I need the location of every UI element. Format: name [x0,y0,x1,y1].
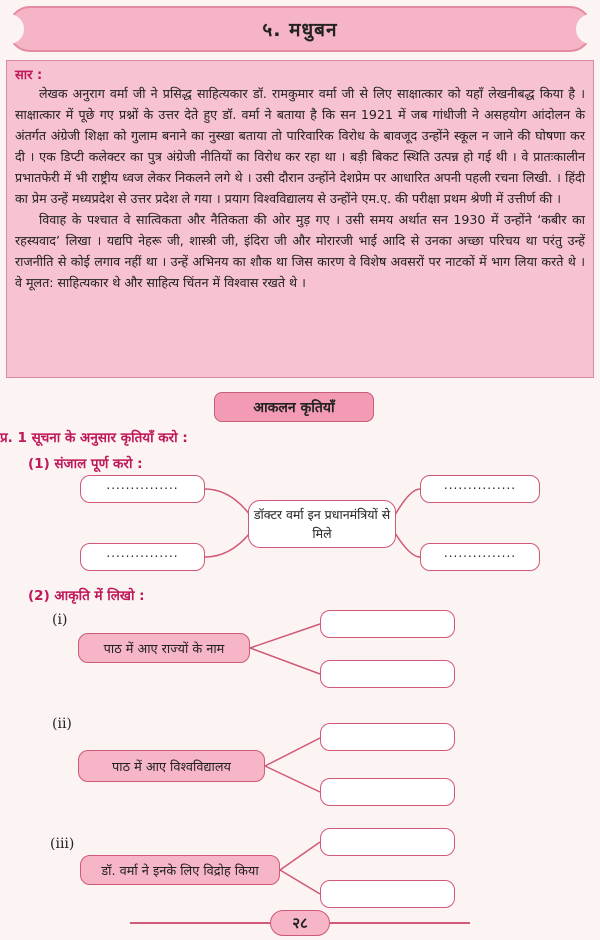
page-number: २८ [270,910,330,936]
web-answer-box-3[interactable] [420,475,540,503]
item-label-box-2: पाठ में आए विश्वविद्यालय [78,750,265,782]
question-heading: प्र. 1 सूचना के अनुसार कृतियाँ करो : [0,430,188,446]
item1-answer-box-1[interactable] [320,610,455,638]
item2-answer-box-2[interactable] [320,778,455,806]
web-answer-box-4[interactable] [420,543,540,571]
item2-answer-box-1[interactable] [320,723,455,751]
part2-heading: (2) आकृति में लिखो : [28,588,145,604]
footer-divider-right [330,922,470,924]
chapter-title-banner [8,6,592,52]
item-numeral-1: (i) [52,612,68,628]
web-center-box: डॉक्टर वर्मा इन प्रधानमंत्रियों से मिले [248,500,396,548]
answer-placeholder: ............... [443,546,517,560]
chapter-title: ५. मधुबन [262,19,338,41]
item-label-box-3: डॉ. वर्मा ने इनके लिए विद्रोह किया [80,855,280,885]
answer-placeholder: ............... [106,546,179,560]
item3-answer-box-1[interactable] [320,828,455,856]
answer-placeholder: ............... [106,478,179,492]
web-answer-box-1[interactable] [80,475,205,503]
item-numeral-2: (ii) [52,716,72,732]
footer-divider-left [130,922,270,924]
summary-paragraph-2: विवाह के पश्चात वे सात्विकता और नैतिकता की ओर मुड़ गए । उसी समय अर्थात सन 1930 में उन्होंने ‘कबीर का रहस्यवाद’ लिखा । यद्यपि नेहरू जी, शास्त्री जी, इंदिरा जी और मोरारजी भाई आदि से उनका अच्छा परिचय था परंतु उन्हें राजनीति से कोई लगाव नहीं था । उन्हें अभिनय का शौक था जिस कारण वे विशेष अवसरों पर नाटकों में भाग लिया करते थे । वे मूलत: साहित्यकार थे और साहित्य चिंतन में विश्वास रखते थे । [15,212,585,290]
item-numeral-3: (iii) [50,836,75,852]
summary-paragraph-1: लेखक अनुराग वर्मा जी ने प्रसिद्ध साहित्यकार डॉ. रामकुमार वर्मा जी से लिए साक्षात्कार को यहाँ लेखनीबद्ध किया है । साक्षात्कार में पूछे गए प्रश्नों के उत्तर देते हुए डॉ. वर्मा ने बताया है कि सन 1921 में जब गांधीजी ने असहयोग आंदोलन के अंतर्गत अंग्रेजी शिक्षा को गुलाम बनाने का नुस्खा बताया तो पारिवारिक विरोध के बावजूद उन्होंने स्कूल न जाने की घोषणा कर दी । एक डिप्टी कलेक्टर का पुत्र अंग्रेजी नीतियों का विरोध कर रहा था । बड़ी बिकट स्थिति उत्पन्न हो गई थी । वे प्रातःकालीन प्रभातफेरी में भी राष्ट्रीय ध्वज लेकर निकलने लगे थे । उसी दौरान उन्होंने देशप्रेम पर आधारित अपनी पहली रचना लिखी. । हिंदी का प्रेम उन्हें मध्यप्रदेश से उत्तर प्रदेश ले गया । प्रयाग विश्वविद्यालय से उन्होंने एम.ए. की परीक्षा प्रथम श्रेणी में उत्तीर्ण की । [15,86,585,206]
item-label-box-1: पाठ में आए राज्यों के नाम [78,633,250,663]
summary-box [6,60,594,378]
part1-heading: (1) संजाल पूर्ण करो : [28,456,143,472]
answer-placeholder: ............... [443,478,517,492]
item1-answer-box-2[interactable] [320,660,455,688]
item3-answer-box-2[interactable] [320,880,455,908]
web-answer-box-2[interactable] [80,543,205,571]
section-title: आकलन कृतियाँ [214,392,374,422]
summary-label: सार : [15,68,43,83]
